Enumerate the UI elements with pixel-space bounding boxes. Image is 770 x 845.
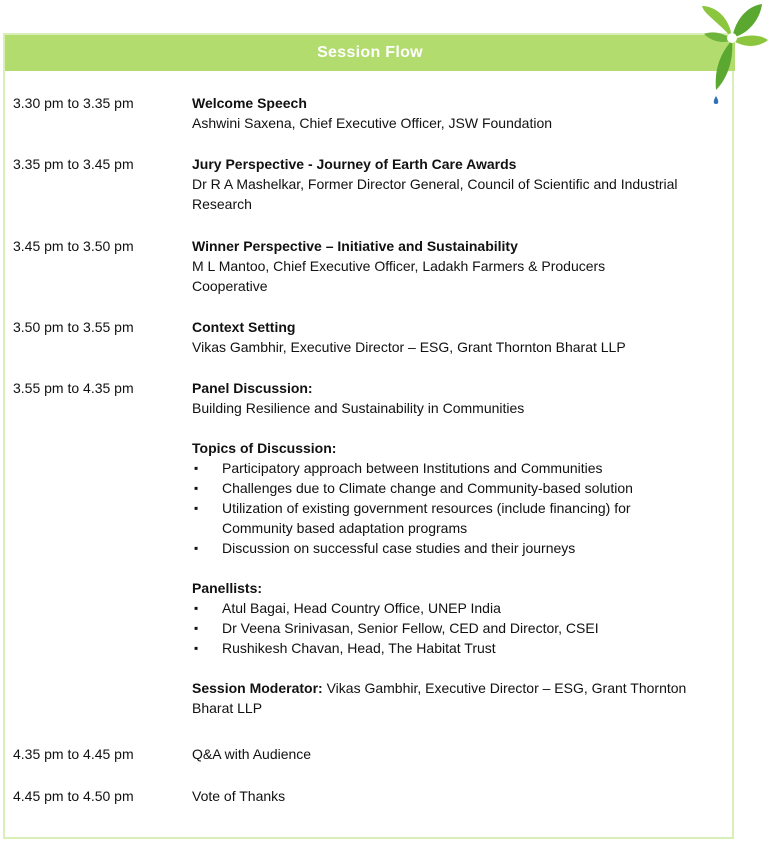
session-title: Context Setting bbox=[192, 319, 296, 335]
session-flow-header bbox=[5, 35, 735, 71]
topics-heading: Topics of Discussion: bbox=[192, 440, 337, 456]
session-title: Welcome Speech bbox=[192, 95, 307, 111]
session-time: 3.45 pm to 3.50 pm bbox=[13, 238, 134, 254]
page-title: Session Flow bbox=[317, 44, 423, 61]
topic-item-cont: Community based adaptation programs bbox=[222, 520, 468, 536]
session-time: 3.30 pm to 3.35 pm bbox=[13, 95, 134, 111]
session-speaker: Vikas Gambhir, Executive Director – ESG, Grant Thornton Bharat LLP bbox=[192, 339, 626, 355]
session-content bbox=[192, 378, 727, 718]
topic-item: ▪ Participatory approach between Institutions and Communities bbox=[192, 458, 727, 478]
session-content bbox=[192, 317, 727, 357]
topic-item: ▪ Utilization of existing government resources (include financing) for bbox=[192, 498, 727, 518]
session-speaker: Ashwini Saxena, Chief Executive Officer, JSW Foundation bbox=[192, 115, 553, 131]
session-content bbox=[192, 236, 727, 296]
session-speaker: Dr R A Mashelkar, Former Director General, Council of Scientific and Industrial bbox=[192, 176, 678, 192]
topic-item: ▪ Discussion on successful case studies and their journeys bbox=[192, 538, 727, 558]
panellist-item: ▪ Dr Veena Srinivasan, Senior Fellow, CED and Director, CSEI bbox=[192, 618, 727, 638]
session-content bbox=[192, 93, 727, 133]
session-speaker-cont: Cooperative bbox=[192, 278, 268, 294]
session-time: 4.45 pm to 4.50 pm bbox=[13, 788, 134, 804]
moderator-text: Vikas Gambhir, Executive Director – ESG, Grant Thornton bbox=[322, 680, 687, 696]
moderator-label: Session Moderator: bbox=[192, 680, 323, 696]
session-speaker: M L Mantoo, Chief Executive Officer, Ladakh Farmers & Producers bbox=[192, 258, 606, 274]
session-time: 3.55 pm to 4.35 pm bbox=[13, 380, 134, 396]
session-time: 3.35 pm to 3.45 pm bbox=[13, 156, 134, 172]
session-title: Q&A with Audience bbox=[192, 746, 312, 762]
session-speaker-cont: Research bbox=[192, 196, 252, 212]
session-time: 4.35 pm to 4.45 pm bbox=[13, 746, 134, 762]
session-title: Vote of Thanks bbox=[192, 788, 286, 804]
session-time: 3.50 pm to 3.55 pm bbox=[13, 319, 134, 335]
session-content bbox=[192, 154, 727, 214]
session-content bbox=[192, 744, 727, 764]
session-moderator bbox=[192, 678, 727, 698]
session-title: Panel Discussion: bbox=[192, 380, 313, 396]
session-content bbox=[192, 786, 727, 806]
panellists-heading: Panellists: bbox=[192, 580, 263, 596]
panellist-item: ▪ Atul Bagai, Head Country Office, UNEP India bbox=[192, 598, 727, 618]
topic-item: ▪ Challenges due to Climate change and Community-based solution bbox=[192, 478, 727, 498]
panellist-item: ▪ Rushikesh Chavan, Head, The Habitat Trust bbox=[192, 638, 727, 658]
panel-subject: Building Resilience and Sustainability in Communities bbox=[192, 400, 525, 416]
session-title: Winner Perspective – Initiative and Sustainability bbox=[192, 238, 518, 254]
moderator-text-cont: Bharat LLP bbox=[192, 700, 263, 716]
session-title: Jury Perspective - Journey of Earth Care Awards bbox=[192, 156, 517, 172]
